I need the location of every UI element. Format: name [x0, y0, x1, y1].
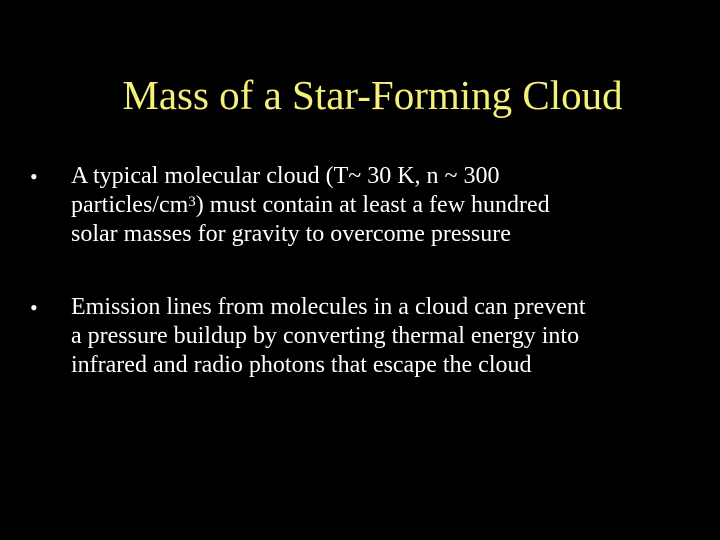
- bullet-1-line-2-start: particles/cm: [71, 192, 189, 218]
- bullet-list: [30, 162, 700, 380]
- bullet-item-emission-lines: [30, 293, 700, 380]
- bullet-1-line-2: [71, 191, 700, 220]
- bullet-1-line-3: solar masses for gravity to overcome pressure: [71, 221, 511, 247]
- bullet-dot-icon: •: [30, 164, 38, 189]
- bullet-2-line-1: Emission lines from molecules in a cloud can prevent: [71, 294, 586, 320]
- bullet-1-line-1: A typical molecular cloud (T~ 30 K, n ~ 300: [71, 163, 500, 189]
- bullet-2-line-3: infrared and radio photons that escape the cloud: [71, 352, 532, 378]
- slide-title: Mass of a Star-Forming Cloud: [122, 72, 623, 118]
- bullet-1-line-2-end: ) must contain at least a few hundred: [195, 192, 550, 218]
- bullet-dot-icon: •: [30, 295, 38, 320]
- cubic-superscript: 3: [188, 194, 196, 210]
- bullet-2-line-2: a pressure buildup by converting thermal energy into: [71, 323, 580, 349]
- bullet-item-typical-cloud: [30, 162, 700, 249]
